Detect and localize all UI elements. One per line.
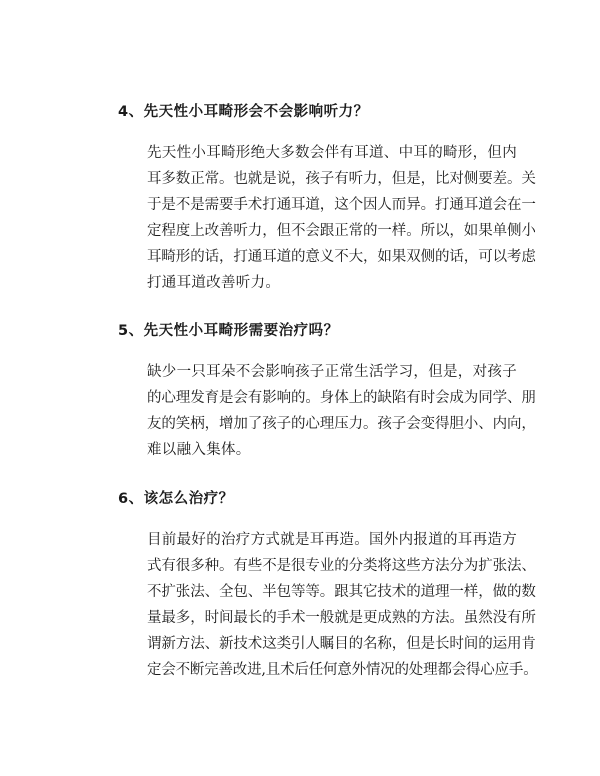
paragraph-line: 友的笑柄，增加了孩子的心理压力。孩子会变得胆小、内向，: [147, 416, 536, 432]
paragraph-line: 打通耳道改善听力。: [147, 275, 281, 291]
paragraph-line: 不扩张法、全包、半包等等。跟其它技术的道理一样，做的数: [147, 584, 536, 600]
paragraph-line: 耳多数正常。也就是说，孩子有听力，但是，比对侧要差。关: [147, 171, 536, 187]
paragraph-line: 定程度上改善听力，但不会跟正常的一样。所以，如果单侧小: [147, 223, 536, 239]
section-need-treatment: [118, 321, 536, 463]
paragraph-line: 式有很多种。有些不是很专业的分类将这些方法分为扩张法、: [147, 558, 536, 574]
paragraph-line: 缺少一只耳朵不会影响孩子正常生活学习，但是，对孩子: [147, 364, 517, 380]
section-hearing-impact: [118, 102, 536, 296]
section-heading: 6、该怎么治疗？: [118, 491, 234, 507]
section-paragraph: [118, 359, 536, 463]
paragraph-line: 先天性小耳畸形绝大多数会伴有耳道、中耳的畸形，但内: [147, 145, 517, 161]
paragraph-line: 谓新方法、新技术这类引人瞩目的名称，但是长时间的运用肯: [147, 636, 536, 652]
section-paragraph: [118, 527, 538, 683]
paragraph-line: 难以融入集体。: [147, 442, 251, 458]
section-heading: 4、先天性小耳畸形会不会影响听力？: [118, 104, 369, 120]
section-how-to-treat: [118, 489, 538, 683]
paragraph-line: 的心理发育是会有影响的。身体上的缺陷有时会成为同学、朋: [147, 390, 536, 406]
paragraph-line: 目前最好的治疗方式就是耳再造。国外内报道的耳再造方: [147, 532, 517, 548]
section-heading: 5、先天性小耳畸形需要治疗吗？: [118, 323, 339, 339]
paragraph-line: 于是不是需要手术打通耳道，这个因人而异。打通耳道会在一: [147, 197, 536, 213]
paragraph-line: 量最多，时间最长的手术一般就是更成熟的方法。虽然没有所: [147, 610, 536, 626]
section-paragraph: [118, 140, 536, 296]
paragraph-line: 耳畸形的话，打通耳道的意义不大，如果双侧的话，可以考虑: [147, 249, 536, 265]
paragraph-line: 定会不断完善改进,且术后任何意外情况的处理都会得心应手。: [147, 662, 538, 678]
